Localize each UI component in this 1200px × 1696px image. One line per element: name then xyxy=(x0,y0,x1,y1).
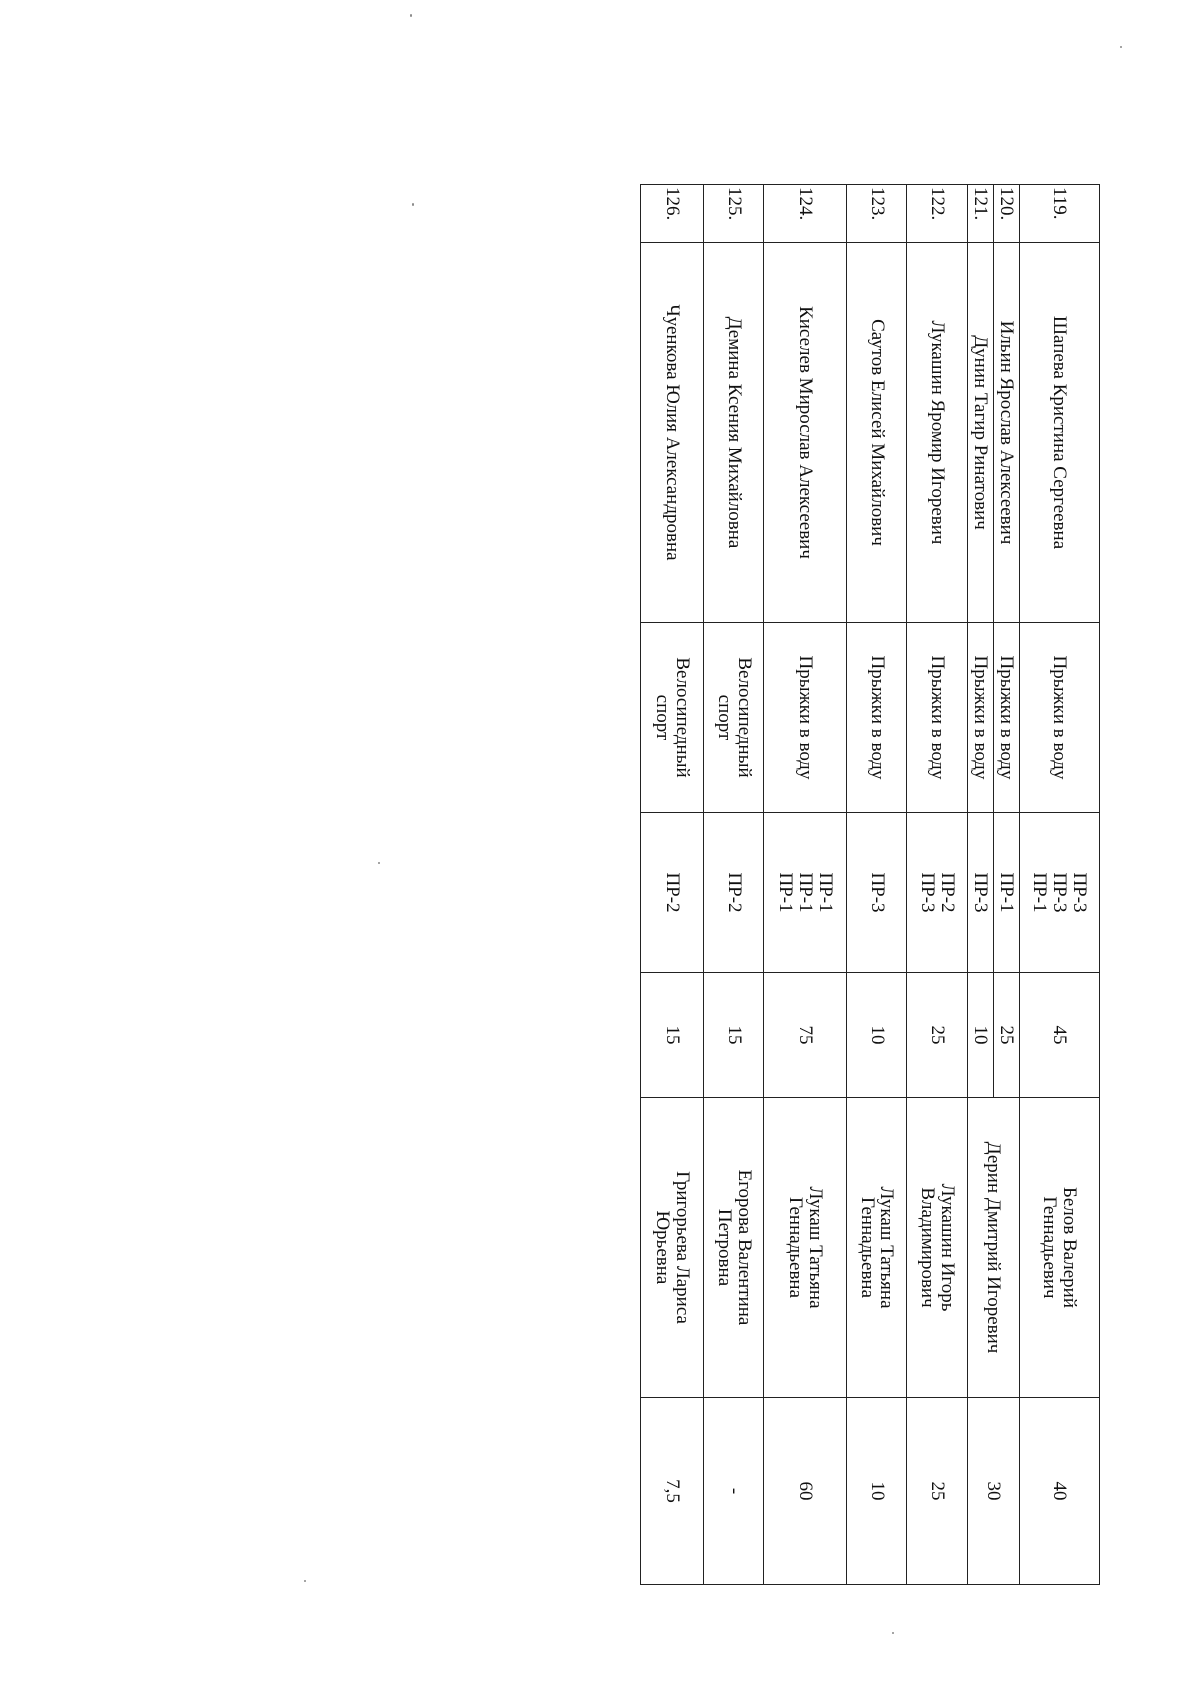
athlete-name: Ильин Ярослав Алексеевич xyxy=(993,243,1019,623)
sport: Прыжки в воду xyxy=(993,623,1019,813)
table-row xyxy=(993,185,1019,1585)
row-number: 125. xyxy=(703,185,764,243)
sport: Прыжки в воду xyxy=(1019,623,1099,813)
athlete-name: Чуенкова Юлия Александровна xyxy=(641,243,704,623)
hours: 25 xyxy=(993,973,1019,1098)
coach-name: Егорова Валентина Петровна xyxy=(703,1098,764,1398)
row-number: 121. xyxy=(967,185,993,243)
athlete-name: Киселев Мирослав Алексеевич xyxy=(764,243,846,623)
row-number: 124. xyxy=(764,185,846,243)
sport: Прыжки в воду xyxy=(764,623,846,813)
coach-name: Григорьева Лариса Юрьевна xyxy=(641,1098,704,1398)
coach-hours: 40 xyxy=(1019,1398,1099,1585)
row-number: 120. xyxy=(993,185,1019,243)
table-row xyxy=(641,185,704,1585)
hours: 10 xyxy=(846,973,907,1098)
scan-speck xyxy=(304,1580,306,1582)
hours: 45 xyxy=(1019,973,1099,1098)
hours: 75 xyxy=(764,973,846,1098)
scan-speck xyxy=(378,862,380,864)
scan-speck xyxy=(412,203,414,206)
coach-hours: 7,5 xyxy=(641,1398,704,1585)
training-stage: ПР-2 xyxy=(703,813,764,973)
coach-name: Лукаш Татьяна Геннадьевна xyxy=(846,1098,907,1398)
coach-hours: - xyxy=(703,1398,764,1585)
row-number: 122. xyxy=(907,185,968,243)
hours: 25 xyxy=(907,973,968,1098)
coach-name: Белов Валерий Геннадьевич xyxy=(1019,1098,1099,1398)
training-stage: ПР-3 xyxy=(967,813,993,973)
training-stage: ПР-2 xyxy=(641,813,704,973)
row-number: 123. xyxy=(846,185,907,243)
sport: Велосипедный спорт xyxy=(703,623,764,813)
training-stage: ПР-2 ПР-3 xyxy=(907,813,968,973)
athlete-name: Лукашин Яромир Игоревич xyxy=(907,243,968,623)
row-number: 126. xyxy=(641,185,704,243)
coach-hours: 60 xyxy=(764,1398,846,1585)
coach-name: Лукаш Татьяна Геннадьевна xyxy=(764,1098,846,1398)
athlete-name: Демина Ксения Михайловна xyxy=(703,243,764,623)
hours: 15 xyxy=(703,973,764,1098)
table-row xyxy=(1019,185,1099,1585)
scan-speck xyxy=(410,14,412,17)
row-number: 119. xyxy=(1019,185,1099,243)
sport: Велосипедный спорт xyxy=(641,623,704,813)
table-row xyxy=(764,185,846,1585)
coach-name: Дерин Дмитрий Игоревич xyxy=(967,1098,1019,1398)
hours: 10 xyxy=(967,973,993,1098)
training-stage: ПР-3 xyxy=(846,813,907,973)
training-stage: ПР-1 ПР-1 ПР-1 xyxy=(764,813,846,973)
table-row xyxy=(703,185,764,1585)
hours: 15 xyxy=(641,973,704,1098)
coach-hours: 30 xyxy=(967,1398,1019,1585)
training-stage: ПР-1 xyxy=(993,813,1019,973)
coach-hours: 25 xyxy=(907,1398,968,1585)
coach-name: Лукашин Игорь Владимирович xyxy=(907,1098,968,1398)
athlete-name: Дунин Тагир Ринатович xyxy=(967,243,993,623)
table-row xyxy=(846,185,907,1585)
sport: Прыжки в воду xyxy=(967,623,993,813)
sport: Прыжки в воду xyxy=(907,623,968,813)
athlete-name: Шапева Кристина Сергеевна xyxy=(1019,243,1099,623)
table-row xyxy=(907,185,968,1585)
scan-speck xyxy=(892,1632,894,1634)
training-stage: ПР-3 ПР-3 ПР-1 xyxy=(1019,813,1099,973)
scan-speck xyxy=(1120,46,1122,48)
sport: Прыжки в воду xyxy=(846,623,907,813)
athlete-name: Саутов Елисей Михайлович xyxy=(846,243,907,623)
coach-hours: 10 xyxy=(846,1398,907,1585)
athletes-table xyxy=(640,184,1100,1585)
